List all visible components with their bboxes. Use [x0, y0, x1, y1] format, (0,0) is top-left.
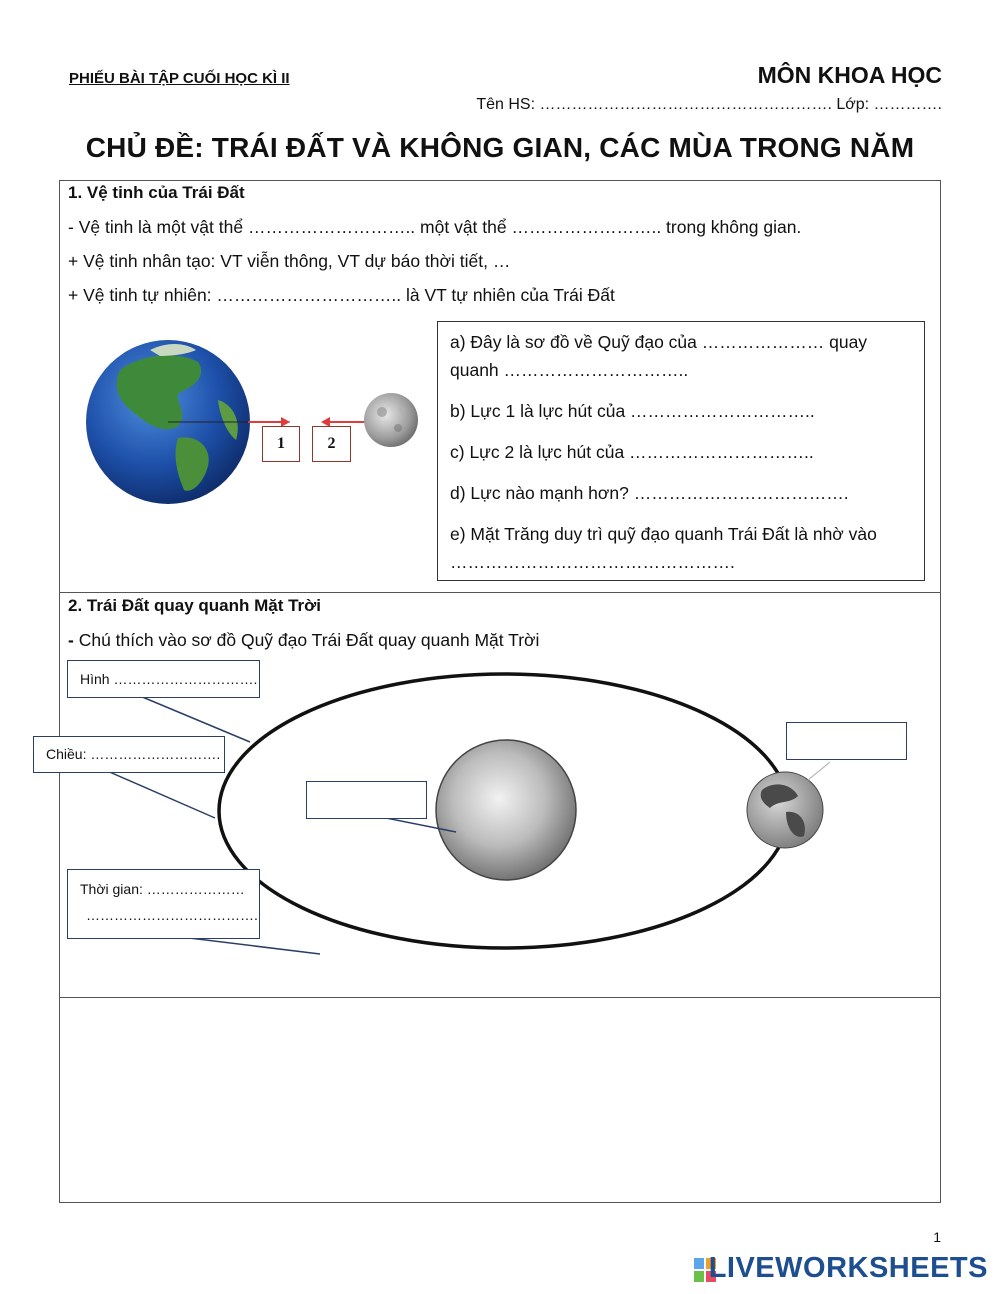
- sun-label-box[interactable]: [306, 781, 427, 819]
- question-c[interactable]: c) Lực 2 là lực hút của …………………………..: [450, 442, 814, 462]
- force-label-2: 2: [312, 426, 351, 462]
- sun-icon: [436, 740, 576, 880]
- orbit-time-line-1: Thời gian: …………………: [80, 881, 245, 897]
- moon-icon: [364, 393, 418, 447]
- brand-wordmark: LIVEWORKSHEETS: [708, 1252, 988, 1284]
- orbit-shape-label[interactable]: Hình ………………………….: [67, 660, 260, 698]
- worksheet-label: PHIẾU BÀI TẬP CUỐI HỌC KÌ II: [69, 70, 290, 87]
- questions-box: [437, 321, 925, 581]
- section1-heading: 1. Vệ tinh của Trái Đất: [68, 183, 245, 202]
- question-e[interactable]: e) Mặt Trăng duy trì quỹ đạo quanh Trái Đất là nhờ vào ………………………………………….: [450, 524, 877, 572]
- section1-line-natural[interactable]: + Vệ tinh tự nhiên: ………………………….. là VT tự nhiên của Trái Đất: [68, 285, 615, 305]
- earth-small-icon: [747, 772, 823, 848]
- section-divider-1: [59, 592, 941, 593]
- earth-moon-diagram: [80, 330, 430, 510]
- instruction-dash: -: [68, 630, 74, 650]
- subject-title: MÔN KHOA HỌC: [757, 62, 942, 88]
- earth-label-box[interactable]: [786, 722, 907, 760]
- section1-line-artificial: + Vệ tinh nhân tạo: VT viễn thông, VT dự báo thời tiết, …: [68, 251, 511, 271]
- question-d[interactable]: d) Lực nào mạnh hơn? ……………………………….: [450, 483, 849, 503]
- page-number: 1: [933, 1229, 941, 1245]
- force-label-1: 1: [262, 426, 300, 462]
- page-title: CHỦ ĐỀ: TRÁI ĐẤT VÀ KHÔNG GIAN, CÁC MÙA TRONG NĂM: [85, 132, 915, 163]
- question-a[interactable]: a) Đây là sơ đồ về Quỹ đạo của ………………… quay quanh …………………………..: [450, 332, 868, 380]
- section2-heading: 2. Trái Đất quay quanh Mặt Trời: [68, 596, 321, 615]
- student-name-line[interactable]: Tên HS: ………………………………………………. Lớp: ………….: [476, 96, 942, 113]
- section-divider-2: [59, 997, 941, 998]
- orbit-time-label[interactable]: [67, 869, 260, 939]
- section1-line-definition[interactable]: - Vệ tinh là một vật thể ……………………….. một vật thể …………………….. trong không gian.: [68, 217, 802, 237]
- question-b[interactable]: b) Lực 1 là lực hút của …………………………..: [450, 401, 815, 421]
- orbit-direction-label[interactable]: Chiều: ……………………….: [33, 736, 225, 773]
- orbit-time-line-2: ……………………………….: [86, 907, 258, 923]
- instruction-text: Chú thích vào sơ đồ Quỹ đạo Trái Đất quay quanh Mặt Trời: [78, 630, 540, 650]
